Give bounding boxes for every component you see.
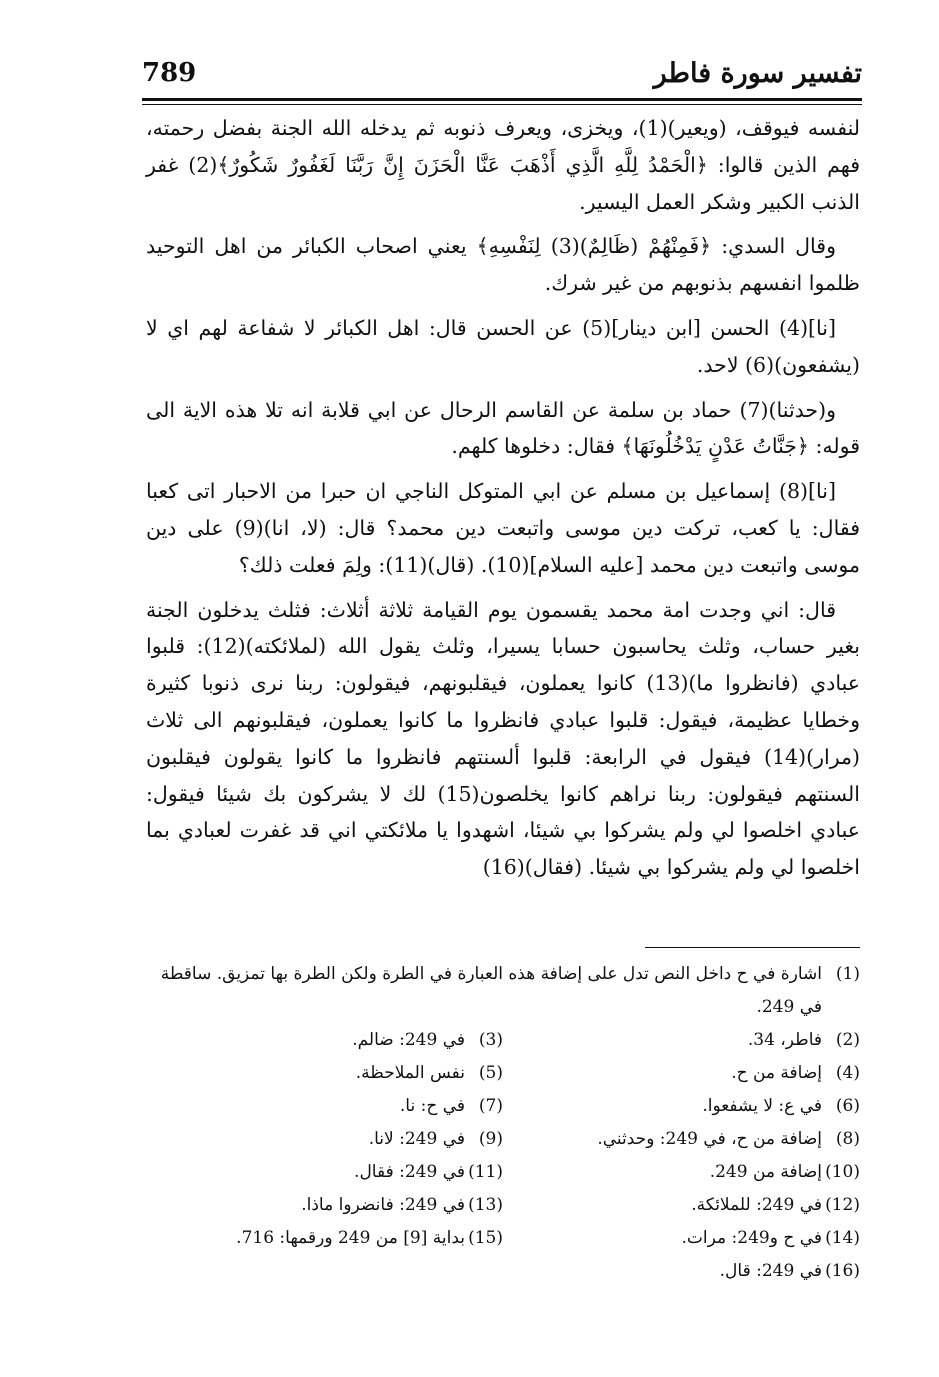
footnote-number: (2) bbox=[835, 1030, 860, 1050]
footnote-number: (5) bbox=[478, 1063, 503, 1083]
running-title: تفسير سورة فاطر bbox=[653, 58, 862, 89]
footnote bbox=[503, 1123, 860, 1156]
paragraph: و(حدثنا)(7) حماد بن سلمة عن القاسم الرحال عن ابي قلابة انه تلا هذه الاية الى قوله: ﴿جَنَّاتُ عَدْنٍ يَدْخُلُونَهَا﴾ فقال: دخلوها كلهم. bbox=[146, 397, 860, 459]
footnote-number: (13) bbox=[468, 1195, 503, 1215]
footnote bbox=[503, 1222, 860, 1255]
footnote-text: فاطر، 34. bbox=[747, 1030, 822, 1050]
footnote bbox=[146, 1156, 503, 1189]
footnote bbox=[503, 1090, 860, 1123]
footnote bbox=[146, 1024, 503, 1057]
footnote-text: في 249: قال. bbox=[719, 1261, 822, 1281]
footnote-number: (3) bbox=[478, 1030, 503, 1050]
footnote-text: في 249: فقال. bbox=[354, 1162, 465, 1182]
footnote-grid bbox=[146, 1024, 860, 1255]
footnote-text: إضافة من 249. bbox=[709, 1162, 822, 1182]
footnote bbox=[146, 1057, 503, 1090]
footnote-text: في 249: ضالم. bbox=[352, 1030, 465, 1050]
footnote-text: اشارة في ح داخل النص تدل على إضافة هذه العبارة في الطرة ولكن الطرة بها تمزيق. ساقطة في 249. bbox=[160, 964, 822, 1017]
footnote-number: (4) bbox=[835, 1063, 860, 1083]
footnote-number: (7) bbox=[478, 1096, 503, 1116]
paragraph: وقال السدي: ﴿فَمِنْهُمْ (ظَالِمٌ)(3) لِنَفْسِهِ﴾ يعني اصحاب الكبائر من اهل التوحيد ظلموا انفسهم بذنوبهم من غير شرك. bbox=[146, 234, 860, 296]
footnote-number: (9) bbox=[478, 1129, 503, 1149]
footnote-text: في ع: لا يشفعوا. bbox=[702, 1096, 822, 1116]
header-rule-thick bbox=[142, 98, 862, 101]
footnote-number: (8) bbox=[835, 1129, 860, 1149]
footnote-text: في 249: للملائكة. bbox=[691, 1195, 822, 1215]
footnote-number: (14) bbox=[825, 1228, 860, 1248]
footnote bbox=[146, 1255, 860, 1288]
footnote bbox=[503, 1057, 860, 1090]
footnote bbox=[146, 958, 860, 1024]
footnote-text: بداية [9] من 249 ورقمها: 716. bbox=[236, 1228, 465, 1248]
footnote-separator bbox=[645, 947, 860, 948]
footnote-number: (15) bbox=[468, 1228, 503, 1248]
footnote-text: في ح: نا. bbox=[399, 1096, 465, 1116]
footnotes bbox=[146, 958, 860, 1288]
page-header bbox=[142, 56, 862, 96]
footnote-text: إضافة من ح، في 249: وحدثني. bbox=[597, 1129, 822, 1149]
paragraph: لنفسه فيوقف، (ويعير)(1)، ويخزى، ويعرف ذنوبه ثم يدخله الله الجنة بفضل رحمته، فهم الذين قالوا: ﴿الْحَمْدُ لِلَّهِ الَّذِي أَذْهَبَ عَنَّا الْحَزَنَ إِنَّ رَبَّنَا لَغَفُورٌ شَكُورٌ﴾(2) غفر الذنب الكبير وشكر العمل اليسير. bbox=[146, 116, 861, 214]
footnote bbox=[146, 1123, 503, 1156]
footnote-text: في ح و249: مرات. bbox=[681, 1228, 822, 1248]
footnote-number: (10) bbox=[825, 1162, 860, 1182]
paragraph: قال: اني وجدت امة محمد يقسمون يوم القيامة ثلاثة أثلاث: فثلث يدخلون الجنة بغير حساب، وثلث يحاسبون حسابا يسيرا، وثلث يقول الله (لملائكته)(12): قلبوا عبادي (فانظروا ما)(13) كانوا يعملون، فيقلبونهم، فيقولون: ربنا نرى ذنوبا كثيرة وخطايا عظيمة، فيقول: قلبوا عبادي فانظروا ما كانوا يعملون، فيقلبونهم الى ثلاث (مرار)(14) فيقول في الرابعة: قلبوا ألسنتهم فانظروا ما كانوا يقولون فيقلبون السنتهم فيقولون: ربنا نراهم كانوا يخلصون(15) لك لا يشركون بك شيئا فيقول: عبادي اخلصوا لي ولم يشركوا بي شيئا، اشهدوا يا ملائكتي اني قد غفرت لعبادي بما اخلصوا لي ولم يشركوا بي شيئا. (فقال)(16) bbox=[146, 597, 860, 880]
footnote bbox=[146, 1090, 503, 1123]
footnote bbox=[146, 1189, 503, 1222]
paragraph: [نا](4) الحسن [ابن دينار](5) عن الحسن قال: اهل الكبائر لا شفاعة لهم اي لا (يشفعون)(6) لاحد. bbox=[146, 315, 860, 377]
header-rule-thin bbox=[142, 104, 862, 105]
footnote-number: (6) bbox=[835, 1096, 860, 1116]
footnote-number: (16) bbox=[825, 1261, 860, 1281]
footnote-text: إضافة من ح. bbox=[731, 1063, 822, 1083]
paragraph: [نا](8) إسماعيل بن مسلم عن ابي المتوكل الناجي ان حبرا من الاحبار اتى كعبا فقال: يا كعب، تركت دين موسى واتبعت دين محمد؟ قال: (لا، انا)(9) على دين موسى واتبعت دين محمد [عليه السلام](10). (قال)(11): ولِمَ فعلت ذلك؟ bbox=[146, 479, 860, 577]
footnote bbox=[146, 1222, 503, 1255]
footnote-text: نفس الملاحظة. bbox=[355, 1063, 465, 1083]
footnote-number: (1) bbox=[835, 964, 860, 984]
footnote-text: في 249: لانا. bbox=[368, 1129, 465, 1149]
footnote-number: (12) bbox=[825, 1195, 860, 1215]
footnote bbox=[503, 1024, 860, 1057]
footnote bbox=[503, 1189, 860, 1222]
footnote-number: (11) bbox=[468, 1162, 503, 1182]
page-number: 789 bbox=[142, 58, 197, 88]
footnote-text: في 249: فانضروا ماذا. bbox=[301, 1195, 465, 1215]
main-text bbox=[146, 110, 860, 894]
footnote bbox=[503, 1156, 860, 1189]
